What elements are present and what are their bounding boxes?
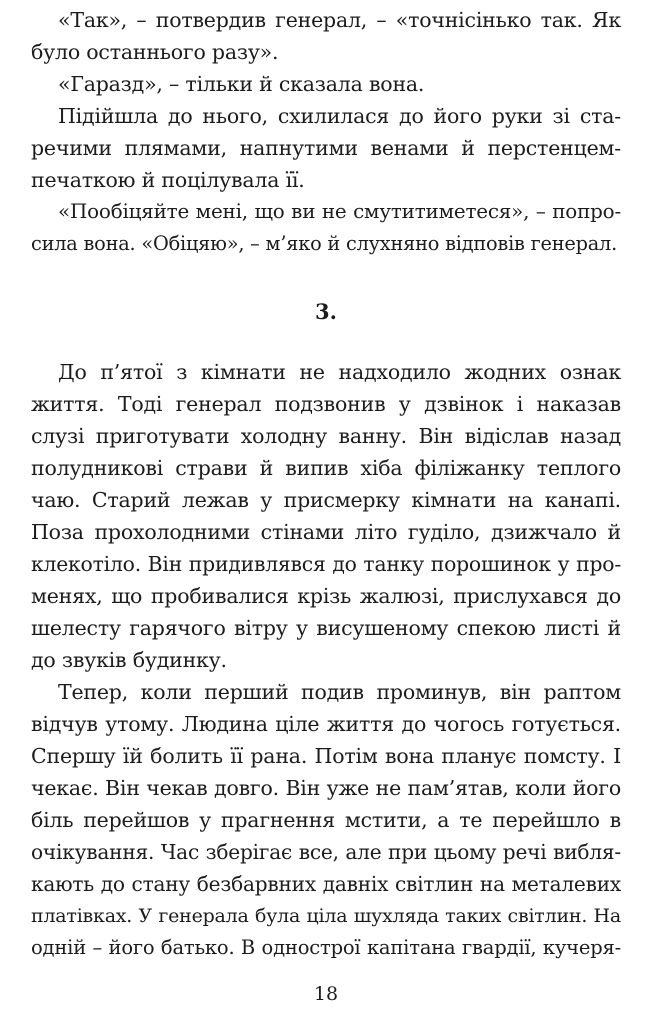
text-line: чаю. Старий лежав у присмерку кімнати на канапі. (31, 488, 621, 512)
text-line: Тепер, коли перший подив проминув, він раптом (58, 680, 621, 704)
text-line: життя. Тоді генерал подзвонив у дзвінок і наказав (31, 392, 621, 416)
text-line: відчув утому. Людина ціле життя до чогось готується. (31, 712, 621, 736)
text-line: Спершу їй болить її рана. Потім вона планує помсту. І (31, 744, 621, 768)
text-line: До п’ятої з кімнати не надходило жодних ознак (58, 360, 621, 384)
text-line: «Пообіцяйте мені, що ви не смутитиметеся», – попро- (58, 200, 621, 223)
text-line: платівках. У генерала була ціла шухляда таких світлин. На (31, 905, 621, 927)
text-line: речими плямами, напнутими венами й перстенцем- (31, 136, 621, 160)
text-line: слузі приготувати холодну ванну. Він відіслав назад (31, 424, 621, 448)
text-line: чекає. Він чекав довго. Він уже не пам’ятав, коли його (31, 776, 621, 800)
section-heading: 3. (315, 299, 337, 324)
text-line: біль перейшов у прагнення мстити, а те перейшло в (31, 808, 621, 832)
text-line: до звуків будинку. (31, 648, 227, 672)
text-line: сила вона. «Обіцяю», – м’яко й слухняно відповів генерал. (31, 232, 618, 255)
text-line: полудникові страви й випив хіба філіжанку теплого (31, 456, 621, 480)
text-line: печаткою й поцілувала її. (31, 168, 305, 192)
text-line: одній – його батько. В однострої капітана гвардії, кучеря- (31, 936, 621, 959)
page-number: 18 (313, 983, 339, 1005)
text-line: «Так», – потвердив генерал, – «точнісінько так. Як (58, 8, 621, 32)
text-line: було останнього разу». (31, 40, 279, 64)
text-line: клекотіло. Він придивлявся до танку порошинок у про- (31, 552, 621, 576)
text-line: шелесту гарячого вітру у висушеному спекою листі й (31, 616, 621, 640)
text-line: «Гаразд», – тільки й сказала вона. (58, 72, 425, 96)
text-line: Підійшла до нього, схилилася до його руки зі ста- (58, 104, 621, 128)
text-line: кають до стану безбарвних давніх світлин на металевих (31, 872, 621, 896)
text-line: очікування. Час зберігає все, але при цьому речі вибля- (31, 840, 621, 864)
text-line: менях, що пробивалися крізь жалюзі, прислухався до (31, 584, 621, 608)
text-line: Поза прохолодними стінами літо гуділо, дзижчало й (31, 520, 621, 544)
